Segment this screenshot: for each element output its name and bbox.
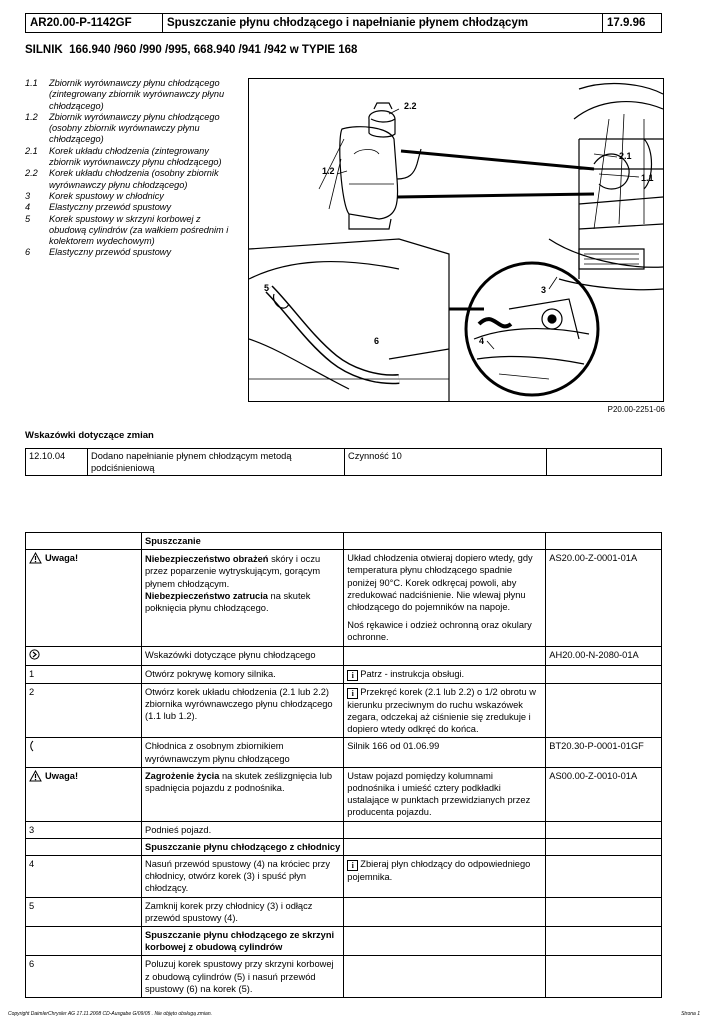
variant-bracket-icon bbox=[29, 740, 35, 752]
step-text: Zamknij korek przy chłodnicy (3) i odłącz przewód spustowy (4). bbox=[142, 897, 344, 926]
legend-item: 1.2 Zbiornik wyrównawczy płynu chłodzącego (osobny zbiornik wyrównawczy płynu chłodzącego) bbox=[25, 111, 220, 145]
step-text: Nasuń przewód spustowy (4) na króciec przy chłodnicy, otwórz korek (3) i spuść płyn chłodzący. bbox=[142, 856, 344, 898]
legend-item: 4 Elastyczny przewód spustowy bbox=[25, 202, 172, 213]
step-number: 6 bbox=[26, 956, 142, 998]
table-row bbox=[26, 821, 662, 838]
warning-triangle-icon bbox=[29, 770, 42, 782]
step-text: Otwórz pokrywę komory silnika. bbox=[142, 665, 344, 683]
warning-label: Uwaga! bbox=[29, 552, 138, 564]
label-2-1: 2.1 bbox=[619, 151, 632, 161]
info-icon: i bbox=[347, 670, 358, 681]
procedure-table bbox=[25, 532, 662, 998]
warning-triangle-icon bbox=[29, 552, 42, 564]
engine-line: SILNIK 166.940 /960 /990 /995, 668.940 /941 /942 w TYPIE 168 bbox=[25, 44, 358, 56]
section-heading: Spuszczanie płynu chłodzącego ze skrzyni korbowej z obudową cylindrów bbox=[142, 927, 344, 956]
step-number: 1 bbox=[26, 665, 142, 683]
step-text: Poluzuj korek spustowy przy skrzyni korbowej z obudową cylindrów (5) i nasuń przewód spustowy (6) na korek (5). bbox=[142, 956, 344, 998]
variant-ref: BT20.30-P-0001-01GF bbox=[546, 738, 662, 767]
label-2-2: 2.2 bbox=[404, 101, 417, 111]
footer-page: Strona 1 bbox=[681, 1011, 700, 1017]
document-header bbox=[25, 13, 662, 33]
figure-reference: P20.00-2251-06 bbox=[607, 405, 665, 414]
legend-item: 1.1 Zbiornik wyrównawczy płynu chłodzącego (zintegrowany zbiornik wyrównawczy płynu chłodzącego) bbox=[25, 78, 225, 111]
step-note: i Patrz - instrukcja obsługi. bbox=[344, 665, 546, 683]
changes-table bbox=[25, 448, 662, 476]
table-row bbox=[26, 856, 662, 898]
change-date: 12.10.04 bbox=[26, 449, 88, 476]
label-4: 4 bbox=[479, 336, 485, 346]
variant-marker bbox=[26, 738, 142, 767]
warning-ref: AS00.00-Z-0010-01A bbox=[546, 767, 662, 821]
table-row bbox=[26, 767, 662, 821]
table-row bbox=[26, 550, 662, 646]
table-row bbox=[26, 665, 662, 683]
info-icon: i bbox=[347, 688, 358, 699]
info-icon: i bbox=[347, 860, 358, 871]
legend-item: 2.2 Korek układu chłodzenia (osobny zbiornik wyrównawczy płynu chłodzącego) bbox=[25, 168, 219, 190]
notes-text: Wskazówki dotyczące płynu chłodzącego bbox=[142, 646, 344, 665]
table-row bbox=[26, 646, 662, 665]
change-extra bbox=[547, 449, 662, 476]
label-1-2: 1.2 bbox=[322, 166, 335, 176]
technical-drawing bbox=[248, 78, 664, 402]
legend-item: 2.1 Korek układu chłodzenia (zintegrowany zbiornik wyrównawczy płynu chłodzącego) bbox=[25, 145, 222, 168]
legend-list bbox=[25, 78, 240, 259]
label-5: 5 bbox=[264, 283, 270, 293]
doc-title: Spuszczanie płynu chłodzącego i napełnianie płynem chłodzącym bbox=[163, 14, 603, 33]
section-heading: Spuszczanie bbox=[142, 533, 344, 550]
warning-info: Układ chłodzenia otwieraj dopiero wtedy, gdy temperatura płynu chłodzącego spadnie poniżej 90°C. Korek odkręcaj powoli, aby zredukować nadciśnienie. Nie wlewaj płynu chłodzącego do pojemników na napoje. Noś rękawice i odzież ochronną oraz okulary ochronne. bbox=[344, 550, 546, 646]
section-heading: Spuszczanie płynu chłodzącego z chłodnicy bbox=[142, 838, 344, 855]
change-operation: Czynność 10 bbox=[345, 449, 547, 476]
table-row bbox=[26, 449, 662, 476]
legend-item: 3 Korek spustowy w chłodnicy bbox=[25, 190, 164, 201]
label-1-1: 1.1 bbox=[641, 173, 654, 183]
legend-item: 6 Elastyczny przewód spustowy bbox=[25, 247, 172, 258]
table-row bbox=[26, 956, 662, 998]
step-text: Otwórz korek układu chłodzenia (2.1 lub 2.2) zbiornika wyrównawczego płynu chłodzącego (1.1 lub 1.2). bbox=[142, 683, 344, 738]
doc-date: 17.9.96 bbox=[603, 14, 662, 33]
table-row bbox=[26, 738, 662, 767]
variant-text: Chłodnica z osobnym zbiornikiem wyrównawczym płynu chłodzącego bbox=[142, 738, 344, 767]
warning-info: Ustaw pojazd pomiędzy kolumnami podnośnika i umieść cztery podkładki ustalające w punktach przewidzianych przez producenta pojazdu. bbox=[344, 767, 546, 821]
table-row bbox=[26, 927, 662, 956]
step-number: 4 bbox=[26, 856, 142, 898]
changes-title: Wskazówki dotyczące zmian bbox=[25, 430, 154, 441]
change-description: Dodano napełnianie płynem chłodzącym metodą podciśnieniową bbox=[88, 449, 345, 476]
step-note: i Przekręć korek (2.1 lub 2.2) o 1/2 obrotu w kierunku przeciwnym do ruchu wskazówek zegara, odczekaj aż ciśnienie się zredukuje i dopiero wtedy odkręć do końca. bbox=[344, 683, 546, 738]
warning-ref: AS20.00-Z-0001-01A bbox=[546, 550, 662, 646]
table-row bbox=[26, 533, 662, 550]
warning-label: Uwaga! bbox=[29, 770, 138, 782]
notes-circle-icon bbox=[29, 649, 40, 660]
table-row bbox=[26, 683, 662, 738]
table-row bbox=[26, 838, 662, 855]
step-number: 2 bbox=[26, 683, 142, 738]
drawing-svg bbox=[249, 79, 663, 401]
notes-ref: AH20.00-N-2080-01A bbox=[546, 646, 662, 665]
step-number: 3 bbox=[26, 821, 142, 838]
warning-text: Zagrożenie życia na skutek ześlizgnięcia lub spadnięcia pojazdu z podnośnika. bbox=[142, 767, 344, 821]
label-6: 6 bbox=[374, 336, 380, 346]
step-number: 5 bbox=[26, 897, 142, 926]
table-row bbox=[26, 897, 662, 926]
footer-copyright: Copyright DaimlerChrysler AG 17.11.2008 CD-Ausgabe G/09/05 . Nie objęto obsługą zmian. bbox=[8, 1011, 212, 1017]
variant-note: Silnik 166 od 01.06.99 bbox=[344, 738, 546, 767]
step-note: i Zbieraj płyn chłodzący do odpowiedniego pojemnika. bbox=[344, 856, 546, 898]
label-3: 3 bbox=[541, 285, 547, 295]
doc-id: AR20.00-P-1142GF bbox=[26, 14, 163, 33]
legend-item: 5 Korek spustowy w skrzyni korbowej z obudową cylindrów (za wałkiem pośrednim i kolektorem wydechowym) bbox=[25, 213, 229, 247]
warning-text: Niebezpieczeństwo obrażeń skóry i oczu przez poparzenie wytryskującym, gorącym płynem chłodzącym. Niebezpieczeństwo zatrucia na skutek połknięcia płynu chłodzącego. bbox=[142, 550, 344, 646]
step-text: Podnieś pojazd. bbox=[142, 821, 344, 838]
